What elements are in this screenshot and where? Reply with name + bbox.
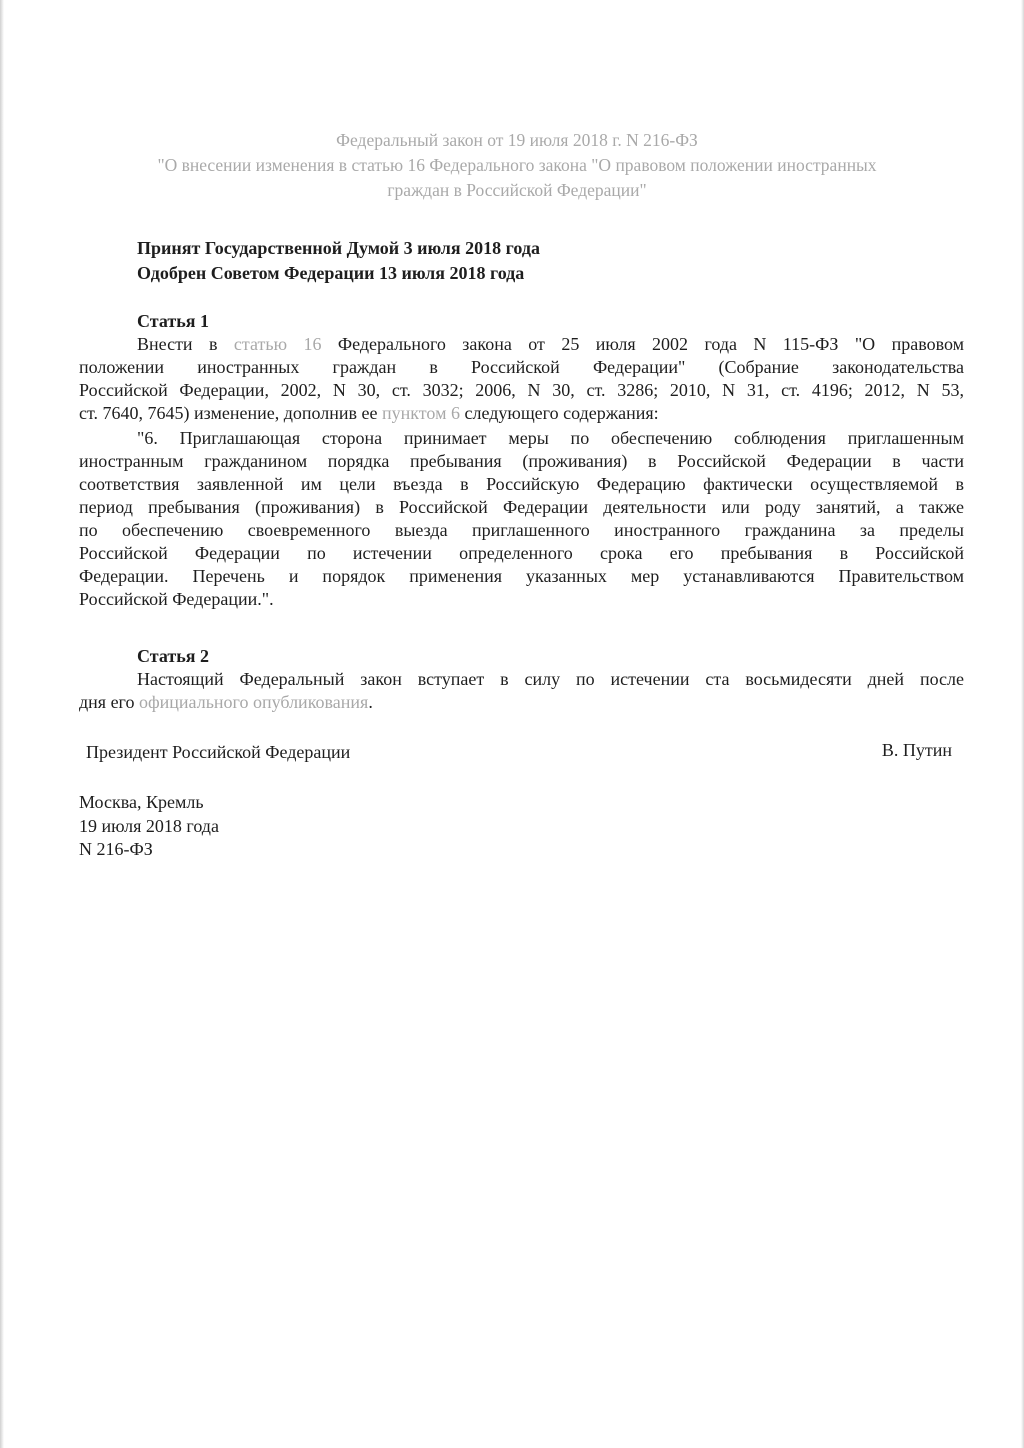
quoted-paragraph-line-2: иностранным гражданином порядка пребывания (проживания) в Российской Федерации в части	[79, 451, 964, 471]
signing-date: 19 июля 2018 года	[79, 816, 219, 836]
law-number: N 216-ФЗ	[79, 839, 153, 859]
official-publication-link[interactable]: официального опубликования	[139, 692, 369, 712]
header-title: Федеральный закон от 19 июля 2018 г. N 216-ФЗ	[336, 130, 698, 150]
quoted-paragraph-line-5: по обеспечению своевременного выезда приглашенного иностранного гражданина за пределы	[79, 520, 964, 540]
text-fragment: Федерального закона от 25 июля 2002 года N 115-ФЗ "О правовом	[321, 334, 965, 354]
point-6-link[interactable]: пунктом 6	[382, 403, 460, 423]
article-1-line-1	[137, 333, 964, 356]
quoted-paragraph-line-7: Федерации. Перечень и порядок применения указанных мер устанавливаются Правительством	[79, 566, 964, 586]
signatory-name: В. Путин	[881, 740, 952, 760]
text-fragment: следующего содержания:	[459, 403, 659, 423]
header-subtitle-line1: "О внесении изменения в статью 16 Федерального закона "О правовом положении иностранных	[157, 155, 877, 175]
signing-place: Москва, Кремль	[79, 792, 204, 812]
quoted-paragraph-line-1: "6. Приглашающая сторона принимает меры по обеспечению соблюдения приглашенным	[137, 428, 964, 448]
quoted-paragraph-line-8: Российской Федерации.".	[79, 589, 274, 609]
signatory-position: Президент Российской Федерации	[86, 742, 351, 762]
article-1-line-3: Российской Федерации, 2002, N 30, ст. 3032; 2006, N 30, ст. 3286; 2010, N 31, ст. 4196; 2012, N 53,	[79, 380, 964, 400]
article-1-title: Статья 1	[137, 311, 209, 331]
scan-edge-left	[0, 0, 4, 1448]
adopted-by-duma: Принят Государственной Думой 3 июля 2018 года	[137, 238, 540, 258]
text-fragment: дня его	[79, 692, 139, 712]
approved-by-council: Одобрен Советом Федерации 13 июля 2018 года	[137, 263, 525, 283]
quoted-paragraph-line-6: Российской Федерации по истечении определенного срока его пребывания в Российской	[79, 543, 964, 563]
article-1-line-2: положении иностранных граждан в Российской Федерации" (Собрание законодательства	[79, 357, 964, 377]
article-16-link[interactable]: статью 16	[233, 334, 322, 354]
document-header	[70, 128, 964, 203]
text-fragment: ст. 7640, 7645) изменение, дополнив ее	[79, 403, 383, 423]
adoption-info	[137, 236, 540, 286]
header-subtitle-line2: граждан в Российской Федерации"	[387, 180, 647, 200]
article-2-line-1: Настоящий Федеральный закон вступает в силу по истечении ста восьмидесяти дней после	[137, 669, 964, 689]
quoted-paragraph-line-4: период пребывания (проживания) в Российской Федерации деятельности или роду занятий, а также	[79, 497, 964, 517]
quoted-paragraph-line-3: соответствия заявленной им цели въезда в Российскую Федерацию фактически осуществляемой в	[79, 474, 964, 494]
text-fragment: Внести в	[137, 334, 234, 354]
article-1-line-4	[79, 402, 964, 425]
article-2-title: Статья 2	[137, 646, 209, 666]
text-fragment: .	[368, 692, 373, 712]
article-2-line-2	[79, 691, 964, 714]
